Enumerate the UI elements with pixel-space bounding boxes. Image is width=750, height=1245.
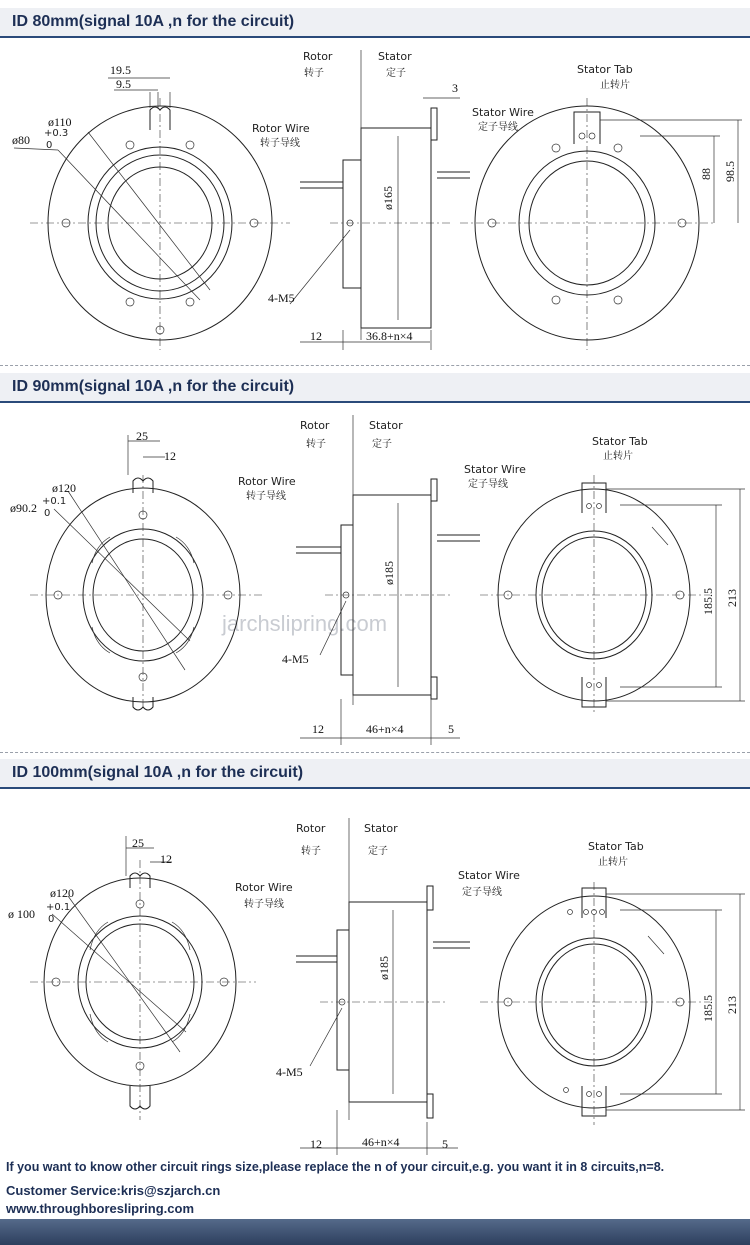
- rotor-wire-label: Rotor Wire: [252, 122, 310, 135]
- stator-wire-label-cn: 定子导线: [462, 887, 502, 898]
- thread-label: 4-M5: [282, 652, 309, 666]
- front-view: [30, 435, 262, 710]
- section-title: ID 90mm(signal 10A ,n for the circuit): [12, 378, 295, 395]
- dia-body: ø185: [382, 561, 396, 585]
- len-left: 12: [310, 329, 322, 343]
- dia-body: ø185: [377, 956, 391, 980]
- dia-outer: ø120: [52, 481, 76, 495]
- tol-upper: +0.1: [42, 496, 67, 507]
- section-header-id80: [0, 8, 750, 38]
- dim-top-inner: 12: [164, 449, 176, 463]
- height-inner: 185.5: [701, 995, 715, 1022]
- stator-label-cn: 定子: [372, 439, 392, 450]
- stator-label: Stator: [369, 419, 403, 432]
- len-left: 12: [310, 1137, 322, 1151]
- rotor-wire-label-cn: 转子导线: [260, 138, 300, 149]
- section-divider: [0, 752, 750, 753]
- rotor-wire-label: Rotor Wire: [235, 881, 293, 894]
- stator-tab-label: Stator Tab: [577, 63, 633, 76]
- stator-wire-label: Stator Wire: [472, 106, 534, 119]
- rotor-label: Rotor: [303, 50, 333, 63]
- len-body: 46+n×4: [366, 722, 404, 736]
- drawing-id80: [0, 40, 750, 360]
- dia-body: ø165: [381, 186, 395, 210]
- len-right: 5: [448, 722, 454, 736]
- len-body: 36.8+n×4: [366, 329, 413, 343]
- bottom-bar: [0, 1219, 750, 1245]
- thread-label: 4-M5: [268, 291, 295, 305]
- rotor-wire-label-cn: 转子导线: [246, 491, 286, 502]
- rotor-wire-label-cn: 转子导线: [244, 899, 284, 910]
- height-outer: 98.5: [723, 161, 737, 182]
- stator-label: Stator: [378, 50, 412, 63]
- stator-label-cn: 定子: [386, 68, 406, 79]
- section-title: ID 80mm(signal 10A ,n for the circuit): [12, 13, 295, 30]
- dia-bore: ø80: [12, 133, 30, 147]
- len-body: 46+n×4: [362, 1135, 400, 1149]
- len-left: 12: [312, 722, 324, 736]
- stator-wire-label-cn: 定子导线: [468, 479, 508, 490]
- watermark: jarchslipring.com: [222, 611, 388, 636]
- stator-tab-label-cn: 止转片: [598, 857, 628, 868]
- tol-lower: 0: [44, 508, 51, 519]
- website-link[interactable]: www.throughboreslipring.com: [6, 1201, 195, 1216]
- rear-view: [460, 98, 742, 350]
- stator-tab-label-cn: 止转片: [603, 451, 633, 462]
- rotor-label-cn: 转子: [304, 68, 324, 79]
- height-inner: 185.5: [701, 588, 715, 615]
- len-right: 5: [442, 1137, 448, 1151]
- dia-bore: ø 100: [8, 907, 35, 921]
- section-header-id100: [0, 759, 750, 789]
- rotor-label-cn: 转子: [306, 439, 326, 450]
- stator-tab-label-cn: 止转片: [600, 80, 630, 91]
- side-view: [296, 818, 470, 1155]
- circuit-note: If you want to know other circuit rings size,please replace the n of your circuit,e.g. you want it in 8 circuits,n=8.: [6, 1160, 665, 1174]
- tol-upper: +0.1: [46, 902, 71, 913]
- stator-label: Stator: [364, 822, 398, 835]
- stator-label-cn: 定子: [368, 846, 388, 857]
- front-view: [30, 836, 256, 1120]
- section-header-id90: [0, 373, 750, 403]
- thread-label: 4-M5: [276, 1065, 303, 1079]
- drawing-id90: [0, 405, 750, 745]
- dim-top-inner: 12: [160, 852, 172, 866]
- section-divider: [0, 365, 750, 366]
- dim-top-inner: 9.5: [116, 77, 131, 91]
- dim-top-outer: 19.5: [110, 63, 131, 77]
- stator-wire-label-cn: 定子导线: [478, 122, 518, 133]
- customer-service: Customer Service:kris@szjarch.cn: [6, 1183, 221, 1198]
- dim-top-outer: 25: [136, 429, 148, 443]
- side-view: [290, 50, 470, 350]
- rotor-wire-label: Rotor Wire: [238, 475, 296, 488]
- dia-outer: ø120: [50, 886, 74, 900]
- stator-wire-label: Stator Wire: [464, 463, 526, 476]
- rotor-label: Rotor: [300, 419, 330, 432]
- len-right: 3: [452, 81, 458, 95]
- drawing-id100: [0, 790, 750, 1155]
- tol-upper: +0.3: [44, 128, 69, 139]
- rotor-label: Rotor: [296, 822, 326, 835]
- dia-outer: ø110: [48, 115, 72, 129]
- tol-lower: 0: [46, 140, 53, 151]
- height-outer: 213: [725, 589, 739, 607]
- stator-tab-label: Stator Tab: [592, 435, 648, 448]
- dim-top-outer: 25: [132, 836, 144, 850]
- rotor-label-cn: 转子: [301, 846, 321, 857]
- height-inner: 88: [699, 168, 713, 180]
- tol-lower: 0: [48, 914, 55, 925]
- height-outer: 213: [725, 996, 739, 1014]
- section-title: ID 100mm(signal 10A ,n for the circuit): [12, 764, 304, 781]
- dia-bore: ø90.2: [10, 501, 37, 515]
- stator-tab-label: Stator Tab: [588, 840, 644, 853]
- stator-wire-label: Stator Wire: [458, 869, 520, 882]
